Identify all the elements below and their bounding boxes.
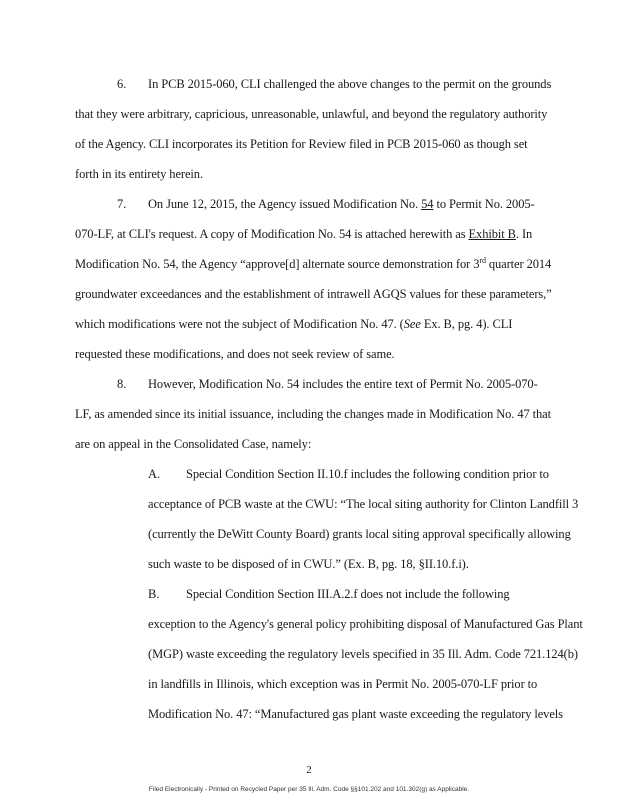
paragraph-7-line-2-pre: 070-LF, at CLI's request. A copy of Modification No. 54 is attached herewith as [75, 227, 469, 241]
paragraph-6-line-3: of the Agency. CLI incorporates its Petition for Review filed in PCB 2015-060 as though set [75, 137, 528, 151]
paragraph-6-line-1: In PCB 2015-060, CLI challenged the above changes to the permit on the grounds [148, 77, 552, 91]
see-signal: See [403, 317, 421, 331]
paragraph-6-number: 6. [117, 77, 127, 91]
paragraph-8-line-2: LF, as amended since its initial issuance, including the changes made in Modification No. 47 that [75, 407, 551, 421]
paragraph-7-line-1-post: to Permit No. 2005- [433, 197, 535, 211]
item-a-letter: A. [148, 467, 161, 481]
paragraph-7-line-5: which modifications were not the subject of Modification No. 47. (See Ex. B, pg. 4). CLI [75, 317, 513, 331]
paragraph-6-line-2: that they were arbitrary, capricious, unreasonable, unlawful, and beyond the regulatory authority [75, 107, 548, 121]
paragraph-7-line-3 [75, 257, 551, 271]
paragraph-7-line-4: groundwater exceedances and the establishment of intrawell AGQS values for these parameters,” [75, 287, 552, 301]
exhibit-b-link: Exhibit B [468, 227, 516, 241]
modification-54-link: 54 [421, 197, 434, 211]
item-b-line-1: Special Condition Section III.A.2.f does not include the following [186, 587, 510, 601]
paragraph-8-line-1: However, Modification No. 54 includes the entire text of Permit No. 2005-070- [148, 377, 538, 391]
paragraph-8-number: 8. [117, 377, 127, 391]
item-a-line-3: (currently the DeWitt County Board) grants local siting approval specifically allowing [148, 527, 571, 541]
item-b-line-5: Modification No. 47: “Manufactured gas plant waste exceeding the regulatory levels [148, 707, 563, 721]
paragraph-7-number: 7. [117, 197, 127, 211]
ordinal-superscript: rd [479, 255, 486, 265]
item-b-line-4: in landfills in Illinois, which exception was in Permit No. 2005-070-LF prior to [148, 677, 538, 691]
paragraph-8-line-3: are on appeal in the Consolidated Case, namely: [75, 437, 312, 451]
item-a-line-4: such waste to be disposed of in CWU.” (Ex. B, pg. 18, §II.10.f.i). [148, 557, 469, 571]
paragraph-6-line-4: forth in its entirety herein. [75, 167, 203, 181]
filing-footer-note: Filed Electronically - Printed on Recycled Paper per 35 Ill. Adm. Code §§101.202 and 101.302(g) as Applicable. [148, 786, 470, 793]
paragraph-7-line-6: requested these modifications, and does not seek review of same. [75, 347, 395, 361]
item-b-line-2: exception to the Agency's general policy prohibiting disposal of Manufactured Gas Plant [148, 617, 583, 631]
item-a-line-2: acceptance of PCB waste at the CWU: “The local siting authority for Clinton Landfill 3 [148, 497, 579, 511]
paragraph-7-line-3-post: quarter 2014 [485, 257, 552, 271]
paragraph-7-line-2 [75, 227, 532, 241]
page-number: 2 [306, 764, 312, 776]
paragraph-7-line-2-post: . In [515, 227, 533, 241]
paragraph-7-line-1 [148, 197, 535, 211]
item-b-letter: B. [148, 587, 160, 601]
paragraph-7-line-3-pre: Modification No. 54, the Agency “approve[d] alternate source demonstration for 3 [75, 257, 480, 271]
item-a-line-1: Special Condition Section II.10.f includes the following condition prior to [186, 467, 549, 481]
item-b-line-3: (MGP) waste exceeding the regulatory levels specified in 35 Ill. Adm. Code 721.124(b) [148, 647, 578, 661]
paragraph-7-line-1-pre: On June 12, 2015, the Agency issued Modification No. [148, 197, 422, 211]
